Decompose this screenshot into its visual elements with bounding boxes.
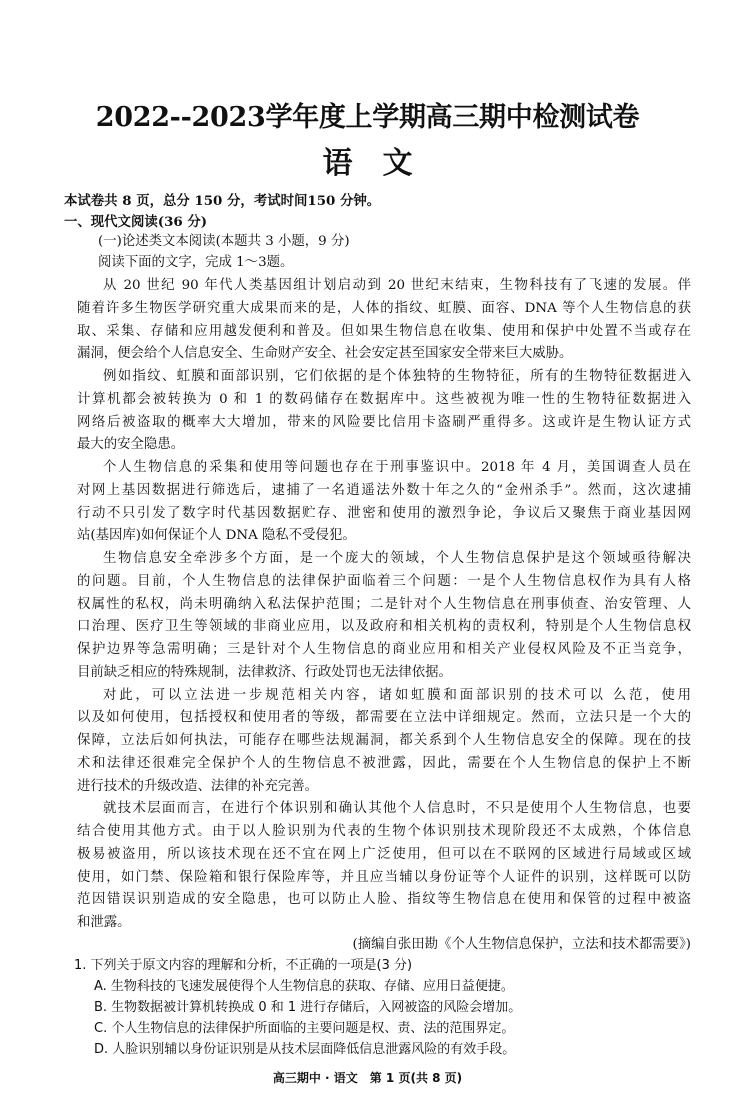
passage-line: 以及如何使用，包括授权和使用者的等级，都需要在立法中详细规定。然而，立法只是一个大的 [77,710,691,725]
section-heading: 一、现代文阅读(36 分) [64,214,208,230]
sub-section-heading: (一)论述类文本阅读(本题共 3 小题，9 分) [98,234,350,249]
passage-line: 极易被盗用，所以该技术现在还不宜在网上广泛使用，但可以在不联网的区域进行局域或区域 [77,847,691,862]
passage-line: 对此，可以立法进一步规范相关内容，诸如虹膜和面部识别的技术可以 么范，使用 [103,688,691,703]
passage-line: 目前缺乏相应的特殊规制，法律救济、行政处罚也无法律依据。 [77,665,452,680]
question-1-option-c: C. 个人生物信息的法律保护所面临的主要问题是权、责、法的范围界定。 [94,1021,515,1036]
source-citation: (摘编自张田勘《个人生物信息保护，立法和技术都需要》) [352,937,691,952]
passage-line: 结合使用其他方式。由于以人脸识别为代表的生物个体识别技术现阶段还不太成熟，个体信息 [77,824,691,839]
passage-line: 对网上基因数据进行筛选后，逮捕了一名逍遥法外数十年之久的“金州杀手”。然而，这次逮捕 [77,483,691,498]
question-1-stem: 1. 下列关于原文内容的理解和分析，不正确的一项是(3 分) [74,958,413,973]
question-1-option-a: A. 生物科技的飞速发展使得个人生物信息的获取、存储、应用日益便捷。 [94,979,514,994]
passage-line: 计算机都会被转换为 0 和 1 的数码储存在数据库中。这些被视为唯一性的生物特征数据进入 [77,392,691,407]
passage-line: 进行技术的升级改造、法律的补充完善。 [77,779,319,794]
reading-instruction: 阅读下面的文字，完成 1～3题。 [98,255,294,270]
passage-line: 和泄露。 [77,915,131,930]
passage-line: 的问题。目前，个人生物信息的法律保护面临着三个问题：一是个人生物信息权作为具有人格 [77,574,691,589]
passage-line: 随着许多生物医学研究重大成果而来的是，人体的指纹、虹膜、面容、DNA 等个人生物信息的获 [77,301,691,316]
passage-line: 术和法律还很难完全保护个人的生物信息不被泄露，因此，需要在个人生物信息的保护上不断 [77,756,691,771]
question-1-option-b: B. 生物数据被计算机转换成 0 和 1 进行存储后，入网被盗的风险会增加。 [94,1000,522,1015]
passage-line: 保障，立法后如何执法，可能存在哪些法规漏洞，都关系到个人生物信息安全的保障。现在的技 [77,733,691,748]
page-footer: 高三期中 · 语文 第 1 页(共 8 页) [272,1071,463,1085]
passage-line: 生物信息安全牵涉多个方面，是一个庞大的领域，个人生物信息保护是这个领域亟待解决 [103,551,691,566]
passage-line: 漏洞，便会给个人信息安全、生命财产安全、社会安定甚至国家安全带来巨大威胁。 [77,346,573,361]
passage-line: 行动不只引发了数字时代基因数据贮存、泄密和使用的激烈争论，争议后又聚焦于商业基因网 [77,506,691,521]
passage-line: 权属性的私权，尚未明确纳入私法保护范围；二是针对个人生物信息在刑事侦查、治安管理、人 [77,597,691,612]
passage-line: 使用，如门禁、保险箱和银行保险库等，并且应当辅以身份证等个人证件的识别，这样既可以防 [77,870,691,885]
passage-line: 网络后被盗取的概率大大增加，带来的风险要比信用卡盗刷严重得多。这或许是生物认证方式 [77,415,691,430]
passage-line: 取、采集、存储和应用越发便利和普及。但如果生物信息在收集、使用和保护中处置不当或存在 [77,324,691,339]
passage-line: 就技术层面而言，在进行个体识别和确认其他个人信息时，不只是使用个人生物信息，也要 [103,801,691,816]
passage-line: 例如指纹、虹膜和面部识别，它们依据的是个体独特的生物特征，所有的生物特征数据进入 [103,369,691,384]
exam-intro: 本试卷共 8 页，总分 150 分，考试时间150 分钟。 [64,193,381,209]
passage-line: 保护边界等急需明确；三是针对个人生物信息的商业应用和相关产业侵权风险及不正当竞争， [77,642,691,657]
passage-line: 从 20 世纪 90 年代人类基因组计划启动到 20 世纪末结束，生物科技有了飞速的发展。伴 [103,278,691,293]
exam-title: 2022--2023学年度上学期高三期中检测试卷 [95,102,640,133]
passage-line: 口治理、医疗卫生等领域的非商业应用，以及政府和相关机构的责权利，特别是个人生物信息权 [77,619,691,634]
subject-title: 语文 [322,146,443,181]
passage-line: 最大的安全隐患。 [77,437,185,452]
question-1-option-d: D. 人脸识别辅以身份证识别是从技术层面降低信息泄露风险的有效手段。 [94,1042,516,1057]
passage-line: 个人生物信息的采集和使用等问题也存在于刑事鉴识中。2018 年 4 月，美国调查人员在 [103,460,691,475]
passage-line: 范因错误识别造成的安全隐患，也可以防止人脸、指纹等生物信息在使用和保管的过程中被盗 [77,892,691,907]
passage-line: 站(基因库)如何保证个人 DNA 隐私不受侵犯。 [77,528,356,543]
